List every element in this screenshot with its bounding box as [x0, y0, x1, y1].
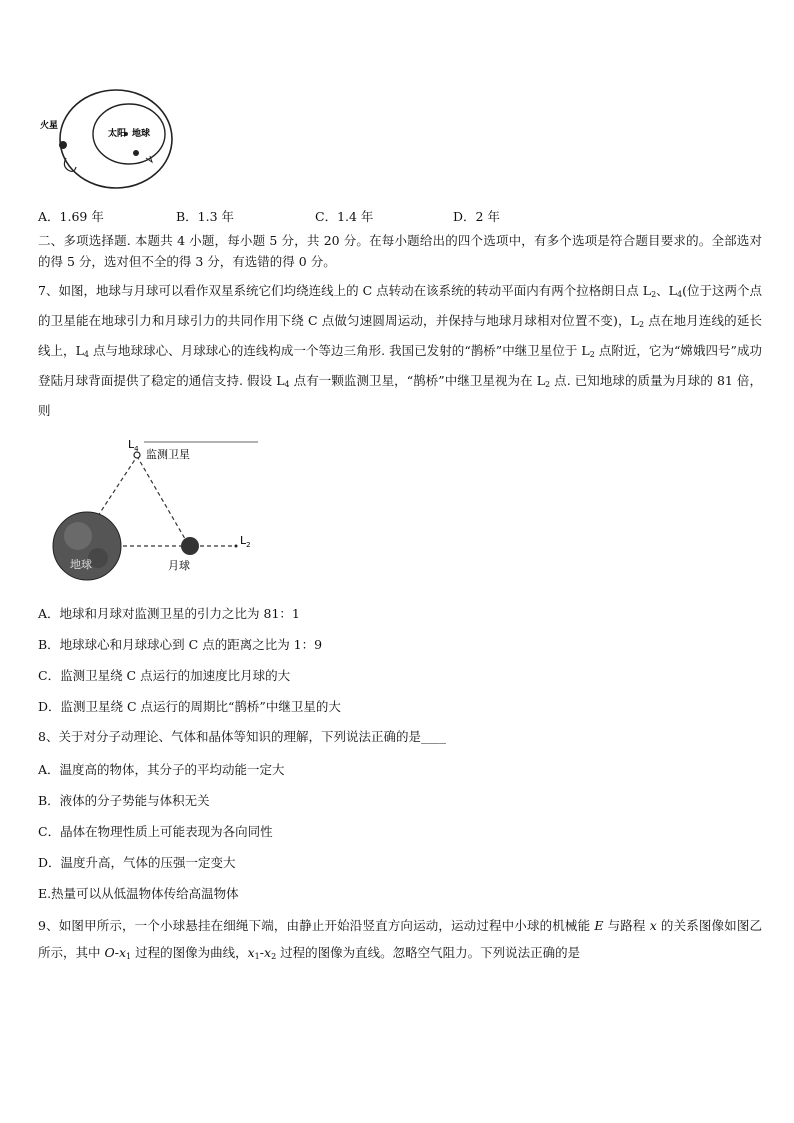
q7-stem-part: 点有一颗监测卫星，“鹊桥”中继卫星视为在 L: [289, 373, 546, 388]
q6-option-c[interactable]: C．1.4 年: [315, 209, 374, 224]
earth-label: 地球: [132, 129, 151, 139]
q7-sub: 2: [589, 350, 595, 359]
q7-stem: [38, 278, 762, 424]
q8-option-d[interactable]: D．温度升高，气体的压强一定变大: [38, 855, 236, 870]
q9-var: O: [104, 945, 115, 960]
q9-var: x: [118, 945, 127, 960]
q9-stem-part: -: [114, 945, 119, 960]
l2-point: [235, 545, 238, 548]
q7-sub: 2: [638, 320, 645, 329]
q7-option-a[interactable]: A．地球和月球对监测卫星的引力之比为 81：1: [38, 606, 300, 621]
q9-stem-part: 过程的图像为曲线，: [131, 945, 248, 960]
dash-moon-l4: [138, 458, 188, 544]
q7-stem-part: 点与地球球心、月球球心的连线构成一个等边三角形. 我国已发射的“鹊桥”中继卫星位于 L: [88, 343, 590, 358]
q7-stem-part: 点在地月连线的延长线上，L: [38, 313, 762, 358]
q7-option-d[interactable]: D．监测卫星绕 C 点运行的周期比“鹊桥”中继卫星的大: [38, 699, 341, 714]
mars-orbit: [60, 90, 172, 188]
q9-var: x: [649, 918, 657, 933]
q6-option-d[interactable]: D．2 年: [453, 209, 500, 224]
q9-stem-part: -: [259, 945, 264, 960]
q7-stem-part: (位于这两个点的卫星能在地球引力和月球引力的共同作用下绕 C 点做匀速圆周运动，并保持与地球月球相对位置不变)，L: [38, 283, 762, 328]
q6-option-b[interactable]: B．1.3 年: [176, 209, 235, 224]
satellite-label: 监测卫星: [146, 448, 190, 461]
q7-stem-part: 7、如图，地球与月球可以看作双星系统它们均绕连线上的 C 点转动在该系统的转动平面内有两个拉格朗日点 L: [38, 283, 652, 298]
q8-option-b[interactable]: B．液体的分子势能与体积无关: [38, 793, 210, 808]
moon-label: 月球: [168, 559, 190, 572]
earth-dot: [133, 150, 139, 156]
q7-stem-part: 、L: [656, 283, 677, 298]
q7-sub: 4: [83, 350, 89, 359]
q8-option-e[interactable]: E.热量可以从低温物体传给高温物体: [38, 886, 239, 901]
q9-var: E: [594, 918, 604, 933]
section2-instructions: 二、多项选择题. 本题共 4 小题，每小题 5 分，共 20 分。在每小题给出的四个选项中，有多个选项是符合题目要求的。全部选对的得 5 分，选对但不全的得 3 分，有选错的得 0 分。: [38, 233, 762, 269]
q7-sub: 2: [545, 380, 551, 389]
q7-sub: 4: [676, 290, 683, 299]
q7-stem-part: 点. 已知地球的质量为月球的 81 倍，则: [38, 373, 762, 418]
q9-stem-part: 9、如图甲所示，一个小球悬挂在细绳下端，由静止开始沿竖直方向运动，运动过程中小球的机械能: [38, 918, 595, 933]
earth-moon-figure: [50, 436, 270, 586]
q9-stem: [38, 912, 762, 970]
earth-texture: [64, 522, 92, 550]
q9-var: x: [247, 945, 255, 960]
q8-option-c[interactable]: C．晶体在物理性质上可能表现为各向同性: [38, 824, 273, 839]
moon-icon: [181, 537, 199, 555]
q7-sub: 4: [284, 380, 290, 389]
sun-label: 太阳: [108, 129, 127, 139]
q7-stem-part: 点附近，它为“嫦娥四号”成功登陆月球背面提供了稳定的通信支持. 假设 L: [38, 343, 762, 388]
mars-dot: [59, 141, 67, 149]
q8-option-a[interactable]: A．温度高的物体，其分子的平均动能一定大: [38, 762, 285, 777]
q7-option-c[interactable]: C．监测卫星绕 C 点运行的加速度比月球的大: [38, 668, 291, 683]
mars-label: 火星: [40, 121, 59, 131]
l4-label: $L_4$: [128, 438, 139, 453]
q9-sub: 1: [126, 952, 132, 961]
q9-stem-part: 的关系图像如图乙所示，其中: [38, 918, 762, 960]
q9-stem-part: 与路程: [603, 918, 650, 933]
q7-option-b[interactable]: B．地球球心和月球球心到 C 点的距离之比为 1：9: [38, 637, 323, 652]
q9-sub: 1: [254, 952, 260, 961]
q6-option-a[interactable]: A．1.69 年: [38, 209, 104, 224]
orbit-figure: [36, 88, 176, 198]
l2-label: $L_2$: [240, 534, 251, 549]
q8-stem: 8、关于对分子动理论、气体和晶体等知识的理解，下列说法正确的是____: [38, 729, 446, 744]
q9-stem-part: 过程的图像为直线。忽略空气阻力。下列说法正确的是: [276, 945, 581, 960]
q7-sub: 2: [651, 290, 657, 299]
q9-sub: 2: [271, 952, 277, 961]
earth-label: 地球: [70, 558, 92, 571]
q9-var: x: [264, 945, 272, 960]
earth-orbit: [93, 104, 165, 164]
